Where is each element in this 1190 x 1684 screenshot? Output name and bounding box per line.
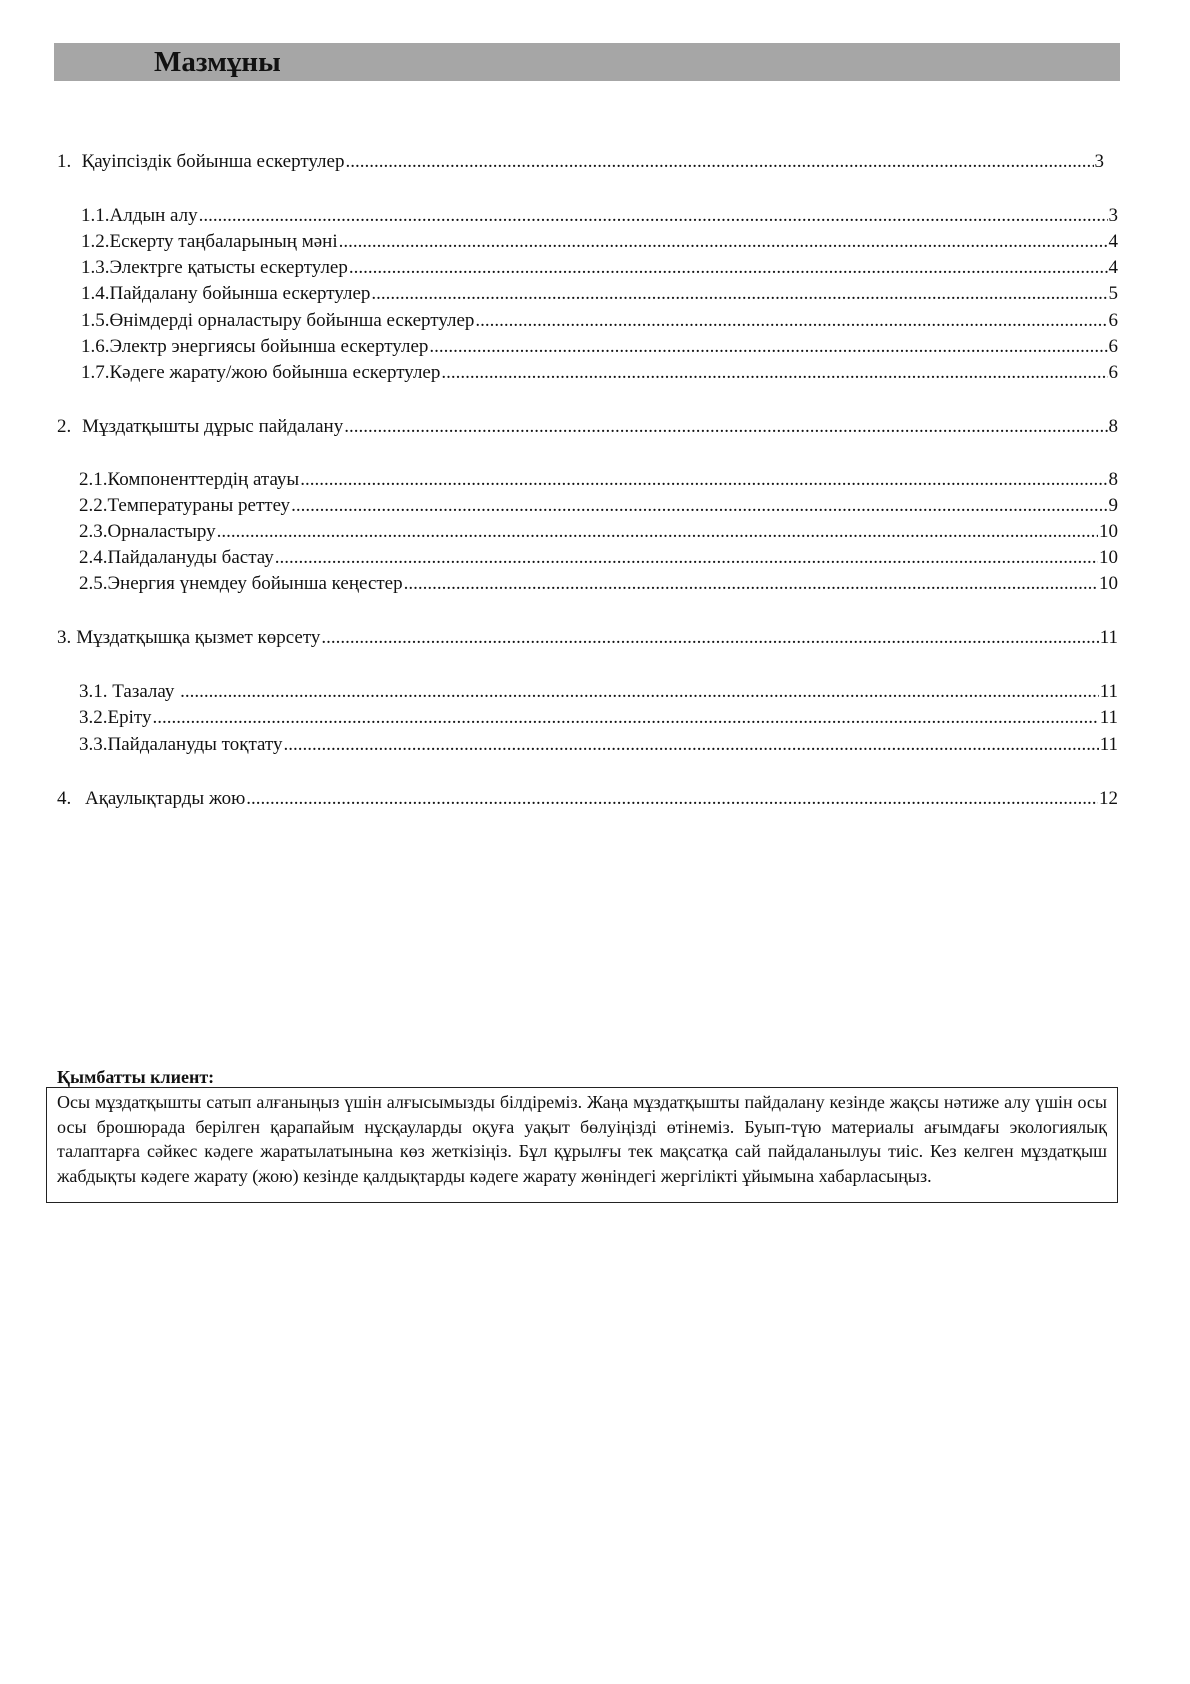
toc-subsection-label: Пайдалануды бастау bbox=[107, 547, 274, 568]
toc-subsection-1-6[interactable] bbox=[81, 335, 1118, 359]
toc-dot-leader bbox=[217, 520, 1098, 544]
toc-subsection-number: 1.5. bbox=[81, 310, 110, 331]
toc-page-number: 6 bbox=[1108, 336, 1118, 357]
toc-dot-leader bbox=[275, 546, 1098, 570]
toc-subsection-label: Алдын алу bbox=[109, 205, 198, 226]
toc-subsection-number: 3.2. bbox=[79, 707, 108, 728]
toc-subsection-number: 1.1. bbox=[81, 205, 110, 226]
toc-dot-leader bbox=[199, 204, 1108, 228]
toc-page-number: 11 bbox=[1099, 627, 1118, 648]
toc-subsection-number: 3.1. bbox=[79, 681, 108, 702]
toc-subsection-label: Еріту bbox=[107, 707, 152, 728]
toc-dot-leader bbox=[371, 282, 1107, 306]
toc-dot-leader bbox=[180, 680, 1099, 704]
toc-page-number: 8 bbox=[1108, 416, 1118, 437]
toc-page-number: 10 bbox=[1099, 521, 1118, 542]
toc-dot-leader bbox=[345, 150, 1093, 174]
toc-subsection-3-1[interactable] bbox=[79, 680, 1118, 704]
toc-dot-leader bbox=[344, 415, 1107, 439]
toc-section-2[interactable] bbox=[57, 415, 1118, 439]
toc-page-number: 10 bbox=[1099, 573, 1118, 594]
toc-page-number: 6 bbox=[1108, 362, 1118, 383]
title-bar bbox=[54, 43, 1120, 81]
toc-dot-leader bbox=[429, 335, 1107, 359]
toc-section-number: 1. bbox=[57, 151, 72, 172]
toc-dot-leader bbox=[283, 733, 1098, 757]
toc-subsection-number: 2.5. bbox=[79, 573, 108, 594]
toc-page-number: 3 bbox=[1108, 205, 1118, 226]
toc-subsection-2-3[interactable] bbox=[79, 520, 1118, 544]
notice-body: Осы мұздатқышты сатып алғаныңыз үшін алғысымызды білдіреміз. Жаңа мұздатқышты пайдалану кезінде жақсы нәтиже алу үшін осы осы брошюрада берілген қарапайым нұсқауларды оқуға уақыт бөлуіңізді өтінеміз. Буып-түю материалы ағымдағы экологиялық талаптарға сәйкес кәдеге жаратылатынына көз жеткізіңіз. Бұл құрылғы тек мақсатқа сай пайдаланылуы тиіс. Кез келген мұздатқыш жабдықты кәдеге жарату (жою) кезінде қалдықтарды кәдеге жарату жөніндегі жергілікті ұйымына хабарласыңыз. bbox=[57, 1092, 1107, 1186]
toc-subsection-label: Пайдалану бойынша ескертулер bbox=[109, 283, 371, 304]
toc-subsection-label: Температураны реттеу bbox=[107, 495, 291, 516]
toc-subsection-2-1[interactable] bbox=[79, 468, 1118, 492]
toc-subsection-number: 1.3. bbox=[81, 257, 110, 278]
toc-subsection-label: Электрге қатысты ескертулер bbox=[109, 257, 348, 278]
toc-dot-leader bbox=[300, 468, 1107, 492]
toc-page-number: 10 bbox=[1099, 547, 1118, 568]
toc-subsection-label: Ескерту таңбаларының мәні bbox=[109, 231, 338, 252]
toc-subsection-label: Компоненттердің атауы bbox=[107, 469, 300, 490]
toc-section-number: 4. bbox=[57, 788, 72, 809]
toc-subsection-1-2[interactable] bbox=[81, 230, 1118, 254]
toc-subsection-2-5[interactable] bbox=[79, 572, 1118, 596]
toc-page-number: 11 bbox=[1099, 681, 1118, 702]
toc-subsection-1-3[interactable] bbox=[81, 256, 1118, 280]
toc-subsection-1-1[interactable] bbox=[81, 204, 1118, 228]
toc-subsection-3-2[interactable] bbox=[79, 706, 1118, 730]
toc-subsection-2-4[interactable] bbox=[79, 546, 1118, 570]
toc-dot-leader bbox=[339, 230, 1108, 254]
toc-section-number: 3. bbox=[57, 627, 72, 648]
toc-subsection-1-4[interactable] bbox=[81, 282, 1118, 306]
toc-section-number: 2. bbox=[57, 416, 72, 437]
toc-subsection-label: Кәдеге жарату/жою бойынша ескертулер bbox=[109, 362, 441, 383]
toc-dot-leader bbox=[321, 626, 1098, 650]
toc-section-label: Ақаулықтарды жою bbox=[84, 788, 246, 809]
toc-subsection-label: Өнімдерді орналастыру бойынша ескертулер bbox=[109, 310, 475, 331]
toc-page-number: 4 bbox=[1108, 257, 1118, 278]
toc-subsection-number: 2.1. bbox=[79, 469, 108, 490]
toc-subsection-number: 1.6. bbox=[81, 336, 110, 357]
notice-box bbox=[46, 1087, 1118, 1203]
toc-page-number: 5 bbox=[1108, 283, 1118, 304]
toc-subsection-2-2[interactable] bbox=[79, 494, 1118, 518]
toc-subsection-number: 1.2. bbox=[81, 231, 110, 252]
toc-section-label: Мұздатқышты дұрыс пайдалану bbox=[82, 416, 344, 437]
toc-dot-leader bbox=[152, 706, 1098, 730]
toc-page-number: 4 bbox=[1108, 231, 1118, 252]
toc-page-number: 6 bbox=[1108, 310, 1118, 331]
toc-subsection-number: 2.4. bbox=[79, 547, 108, 568]
page-title: Мазмұны bbox=[154, 46, 281, 78]
toc-page-number: 8 bbox=[1108, 469, 1118, 490]
toc-subsection-label: Энергия үнемдеу бойынша кеңестер bbox=[107, 573, 403, 594]
toc-section-label: Қауіпсіздік бойынша ескертулер bbox=[81, 151, 345, 172]
toc-subsection-label: Тазалау bbox=[107, 681, 180, 702]
toc-subsection-number: 1.7. bbox=[81, 362, 110, 383]
toc-dot-leader bbox=[246, 787, 1098, 811]
toc-dot-leader bbox=[475, 309, 1107, 333]
toc-subsection-3-3[interactable] bbox=[79, 733, 1118, 757]
toc-section-4[interactable] bbox=[57, 787, 1118, 811]
toc-subsection-label: Электр энергиясы бойынша ескертулер bbox=[109, 336, 429, 357]
toc-section-1[interactable] bbox=[57, 150, 1104, 174]
toc-subsection-1-5[interactable] bbox=[81, 309, 1118, 333]
toc-dot-leader bbox=[349, 256, 1108, 280]
toc-subsection-label: Орналастыру bbox=[107, 521, 216, 542]
toc-subsection-number: 2.2. bbox=[79, 495, 108, 516]
toc-dot-leader bbox=[441, 361, 1107, 385]
toc-page-number: 12 bbox=[1099, 788, 1118, 809]
notice-heading: Қымбатты клиент: bbox=[57, 1067, 215, 1087]
toc-section-3[interactable] bbox=[57, 626, 1118, 650]
toc-page-number: 9 bbox=[1108, 495, 1118, 516]
toc-page-number: 3 bbox=[1094, 151, 1104, 172]
toc-subsection-number: 2.3. bbox=[79, 521, 108, 542]
toc-subsection-1-7[interactable] bbox=[81, 361, 1118, 385]
toc-subsection-number: 3.3. bbox=[79, 734, 108, 755]
toc-section-label: Мұздатқышқа қызмет көрсету bbox=[76, 627, 321, 648]
toc-dot-leader bbox=[404, 572, 1098, 596]
toc-subsection-number: 1.4. bbox=[81, 283, 110, 304]
toc-subsection-label: Пайдалануды тоқтату bbox=[107, 734, 283, 755]
toc-page-number: 11 bbox=[1099, 734, 1118, 755]
toc-dot-leader bbox=[291, 494, 1107, 518]
toc-page-number: 11 bbox=[1099, 707, 1118, 728]
